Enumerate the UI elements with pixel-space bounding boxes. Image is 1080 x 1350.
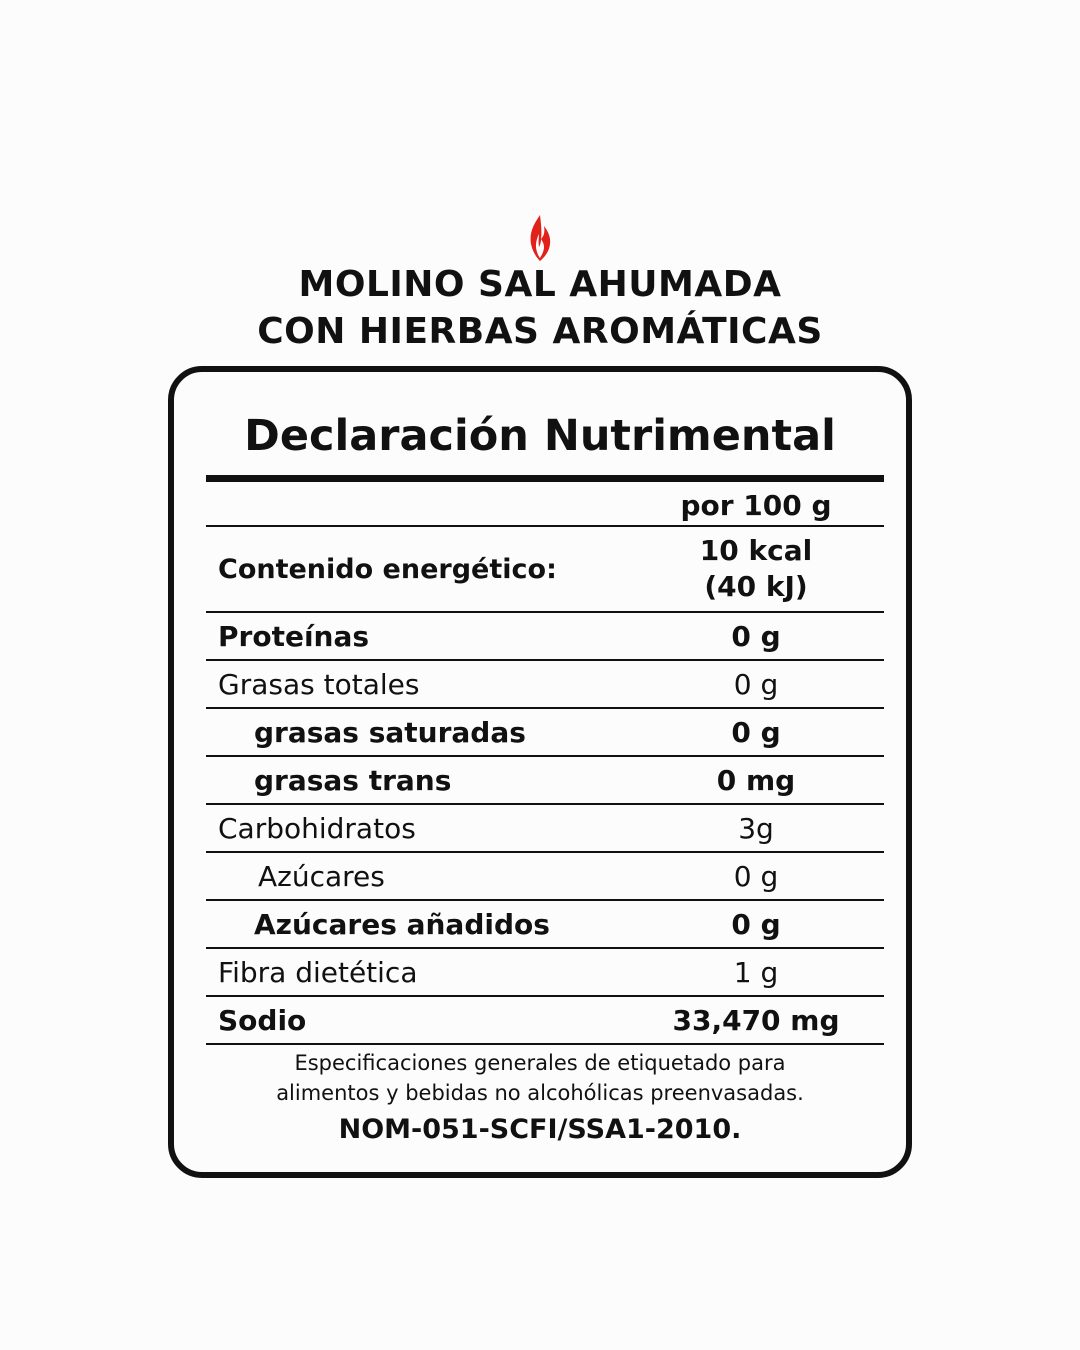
nutrient-value: 0 g xyxy=(731,619,781,653)
nutrient-label: Proteínas xyxy=(218,619,370,653)
table-row xyxy=(206,613,884,659)
nutrient-value: 0 mg xyxy=(716,763,796,797)
energy-kcal: 10 kcal xyxy=(699,534,813,567)
energy-row xyxy=(206,527,884,611)
label-heading: Declaración Nutrimental xyxy=(244,411,836,461)
footer-text-line2: alimentos y bebidas no alcohólicas preenvasadas. xyxy=(276,1081,804,1105)
table-row xyxy=(206,997,884,1043)
table-row xyxy=(206,949,884,995)
table-row xyxy=(206,805,884,851)
serving-header: por 100 g xyxy=(680,488,832,522)
nutrient-label: Carbohidratos xyxy=(218,811,416,845)
energy-value xyxy=(628,533,884,605)
nutrient-label: Azúcares añadidos xyxy=(254,907,550,941)
table-row xyxy=(206,901,884,947)
nutrient-label: grasas trans xyxy=(254,763,452,797)
energy-kj: (40 kJ) xyxy=(704,570,808,603)
nutrient-label: Grasas totales xyxy=(218,667,420,701)
heading-divider xyxy=(206,475,884,482)
table-row xyxy=(206,757,884,803)
nutrient-label: Azúcares xyxy=(258,859,385,893)
table-row xyxy=(206,709,884,755)
nutrient-label: Sodio xyxy=(218,1003,307,1037)
nutrient-value: 3g xyxy=(738,811,774,845)
flame-icon xyxy=(527,214,553,262)
nutrient-value: 0 g xyxy=(731,907,781,941)
row-divider xyxy=(206,1043,884,1045)
footer-text-line1: Especificaciones generales de etiquetado para xyxy=(294,1051,786,1075)
energy-label: Contenido energético: xyxy=(218,553,557,585)
nutrition-label-panel xyxy=(168,366,912,1178)
nutrient-value: 1 g xyxy=(733,955,779,989)
standard-reference: NOM-051-SCFI/SSA1-2010. xyxy=(338,1114,742,1145)
nutrient-value: 33,470 mg xyxy=(672,1003,840,1037)
product-title-line1: MOLINO SAL AHUMADA xyxy=(298,264,782,305)
serving-header-row xyxy=(206,484,884,526)
table-row xyxy=(206,853,884,899)
product-title-line2: CON HIERBAS AROMÁTICAS xyxy=(257,311,823,352)
nutrient-label: grasas saturadas xyxy=(254,715,526,749)
nutrient-value: 0 g xyxy=(731,715,781,749)
nutrient-value: 0 g xyxy=(733,859,779,893)
nutrient-value: 0 g xyxy=(733,667,779,701)
table-row xyxy=(206,661,884,707)
nutrient-label: Fibra dietética xyxy=(218,955,418,989)
